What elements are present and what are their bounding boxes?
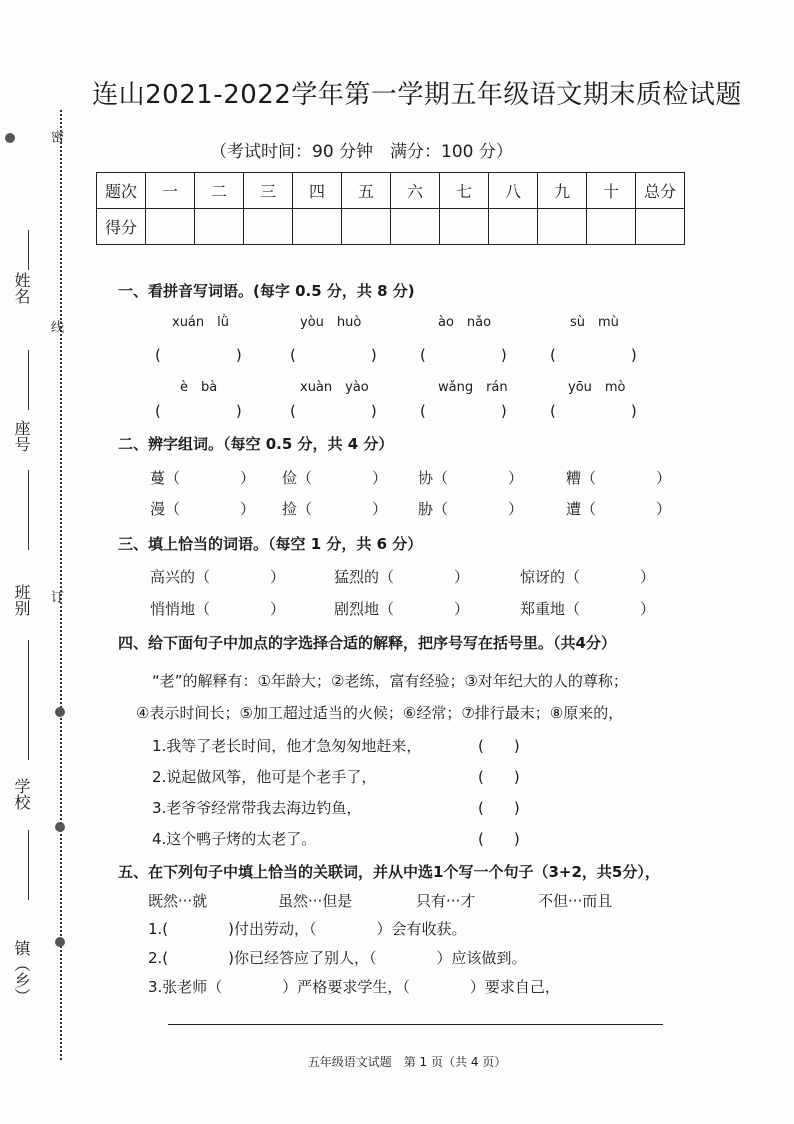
section-1-heading: 一、看拼音写词语。(每字 0.5 分，共 8 分) <box>118 282 415 300</box>
name-label: 姓名 <box>12 272 31 304</box>
pinyin: yòu huò <box>300 315 362 330</box>
binding-hole <box>5 133 15 143</box>
page-title: 连山2021-2022学年第一学期五年级语文期末质检试题 <box>92 80 742 110</box>
score-cell: 总分 <box>636 173 685 209</box>
word-item[interactable]: 遭（ ） <box>566 500 672 518</box>
score-input-cell[interactable] <box>146 209 195 245</box>
score-table-score-row <box>97 209 685 245</box>
score-input-cell[interactable] <box>391 209 440 245</box>
score-input-cell[interactable] <box>636 209 685 245</box>
word-item[interactable]: 剧烈地（ ） <box>334 600 470 618</box>
seal-mark: 密 <box>48 130 63 143</box>
binding-line <box>28 230 29 270</box>
score-input-cell[interactable] <box>293 209 342 245</box>
score-input-cell[interactable] <box>440 209 489 245</box>
pinyin: yōu mò <box>568 380 626 395</box>
word-item[interactable]: 猛烈的（ ） <box>334 568 470 586</box>
score-input-cell[interactable] <box>244 209 293 245</box>
word-item[interactable]: 俭（ ） <box>282 469 388 487</box>
seat-label: 座号 <box>12 420 31 452</box>
answer-blank[interactable]: ( ) <box>478 737 520 755</box>
pinyin: ào nǎo <box>438 315 492 330</box>
word-item[interactable]: 郑重地（ ） <box>520 600 656 618</box>
score-input-cell[interactable] <box>195 209 244 245</box>
conjunction-option: 既然···就 <box>148 892 208 910</box>
sentence-item[interactable]: 3.张老师（ ）严格要求学生，（ ）要求自己， <box>148 978 560 996</box>
question-item: 4.这个鸭子烤的太老了。 <box>152 830 317 848</box>
class-label: 班别 <box>12 584 31 616</box>
score-input-cell[interactable] <box>342 209 391 245</box>
question-item: 2.说起做风筝，他可是个老手了， <box>152 768 377 786</box>
score-cell: 一 <box>146 173 195 209</box>
answer-blank[interactable]: ( ) <box>478 830 520 848</box>
score-cell: 八 <box>489 173 538 209</box>
section-3-heading: 三、填上恰当的词语。（每空 1 分，共 6 分） <box>118 535 423 553</box>
question-item: 1.我等了老长时间，他才急匆匆地赶来， <box>152 737 422 755</box>
word-item[interactable]: 捡（ ） <box>282 500 388 518</box>
word-item[interactable]: 协（ ） <box>418 469 524 487</box>
sentence-item[interactable]: 2.( )你已经答应了别人，（ ）应该做到。 <box>148 949 527 967</box>
seal-mark: 线 <box>48 320 63 333</box>
answer-blank[interactable]: ( ) <box>155 402 242 420</box>
binding-line <box>28 640 29 760</box>
answer-blank[interactable]: ( ) <box>290 346 377 364</box>
definition-text: ④表示时间长；⑤加工超过适当的火候；⑥经常；⑦排行最末；⑧原来的， <box>136 704 624 722</box>
town-label: 镇（乡） <box>12 940 31 1004</box>
score-cell: 七 <box>440 173 489 209</box>
sentence-item[interactable]: 1.( )付出劳动，（ ）会有收获。 <box>148 920 467 938</box>
section-2-heading: 二、辨字组词。（每空 0.5 分，共 4 分） <box>118 435 394 453</box>
binding-hole <box>55 822 65 832</box>
definition-text: “老”的解释有：①年龄大；②老练，富有经验；③对年纪大的人的尊称； <box>152 672 628 690</box>
binding-hole <box>55 707 65 717</box>
binding-line <box>28 350 29 410</box>
word-item[interactable]: 惊讶的（ ） <box>520 568 656 586</box>
pinyin: wǎng rán <box>438 380 508 395</box>
score-cell: 十 <box>587 173 636 209</box>
score-cell: 五 <box>342 173 391 209</box>
answer-blank[interactable]: ( ) <box>155 346 242 364</box>
score-cell: 四 <box>293 173 342 209</box>
binding-line <box>28 830 29 900</box>
answer-blank[interactable]: ( ) <box>420 402 507 420</box>
conjunction-option: 不但···而且 <box>538 892 613 910</box>
score-input-cell[interactable] <box>587 209 636 245</box>
page-footer: 五年级语文试题 第 1 页（共 4 页） <box>307 1055 507 1069</box>
answer-blank[interactable]: ( ) <box>550 346 637 364</box>
word-item[interactable]: 悄悄地（ ） <box>150 600 286 618</box>
pinyin: è bà <box>180 380 218 395</box>
word-item[interactable]: 漫（ ） <box>150 500 256 518</box>
seal-line <box>60 110 62 1060</box>
binding-line <box>28 470 29 550</box>
score-cell: 题次 <box>97 173 146 209</box>
score-table <box>96 172 685 245</box>
word-item[interactable]: 胁（ ） <box>418 500 524 518</box>
binding-hole <box>55 937 65 947</box>
score-table-header-row <box>97 173 685 209</box>
word-item[interactable]: 糟（ ） <box>566 469 672 487</box>
score-input-cell[interactable] <box>538 209 587 245</box>
score-cell: 六 <box>391 173 440 209</box>
seal-mark: 订 <box>48 590 63 603</box>
exam-info: （考试时间：90 分钟 满分：100 分） <box>210 142 513 162</box>
score-cell: 三 <box>244 173 293 209</box>
pinyin: xuán lǜ <box>172 315 229 330</box>
answer-blank[interactable]: ( ) <box>478 799 520 817</box>
section-5-heading: 五、在下列句子中填上恰当的关联词，并从中选1个写一个句子（3+2，共5分）， <box>118 863 660 881</box>
conjunction-option: 虽然···但是 <box>278 892 353 910</box>
answer-blank[interactable]: ( ) <box>550 402 637 420</box>
answer-blank[interactable]: ( ) <box>478 768 520 786</box>
pinyin: sù mù <box>570 315 619 330</box>
school-label: 学校 <box>12 778 31 810</box>
writing-line[interactable] <box>168 1024 663 1025</box>
score-cell: 得分 <box>97 209 146 245</box>
conjunction-option: 只有···才 <box>416 892 476 910</box>
score-cell: 九 <box>538 173 587 209</box>
question-item: 3.老爷爷经常带我去海边钓鱼， <box>152 799 362 817</box>
score-cell: 二 <box>195 173 244 209</box>
word-item[interactable]: 高兴的（ ） <box>150 568 286 586</box>
section-4-heading: 四、给下面句子中加点的字选择合适的解释，把序号写在括号里。（共4分） <box>118 634 616 652</box>
pinyin: xuàn yào <box>300 380 369 395</box>
word-item[interactable]: 蔓（ ） <box>150 469 256 487</box>
answer-blank[interactable]: ( ) <box>420 346 507 364</box>
score-input-cell[interactable] <box>489 209 538 245</box>
answer-blank[interactable]: ( ) <box>290 402 377 420</box>
